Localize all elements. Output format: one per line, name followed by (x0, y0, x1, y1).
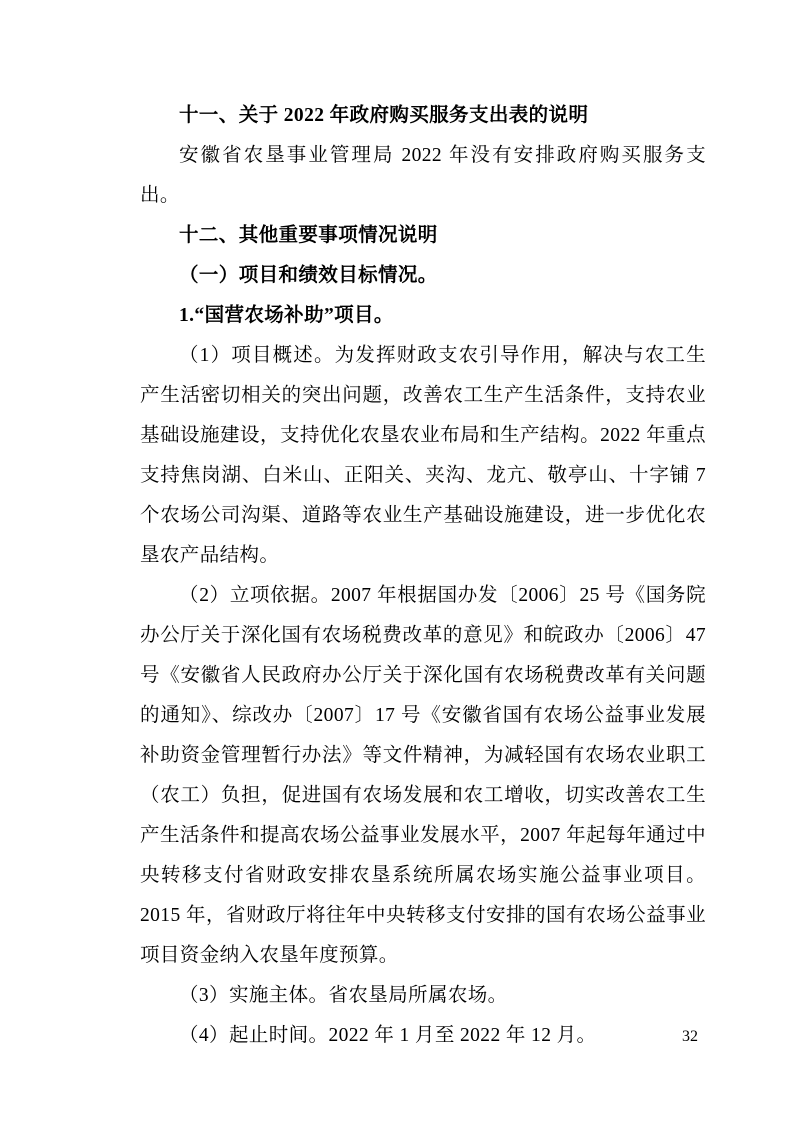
subsection-heading-one: （一）项目和绩效目标情况。 (179, 265, 438, 286)
section-heading-eleven: 十一、关于 2022 年政府购买服务支出表的说明 (179, 105, 589, 126)
paragraph-project-overview: （1）项目概述。为发挥财政支农引导作用，解决与农工生产生活密切相关的突出问题，改善农工生产生活条件，支持农业基础设施建设，支持优化农垦农业布局和生产结构。2022 年重点支持焦岗湖、白米山、正阳关、夹沟、龙亢、敬亭山、十字铺 7 个农场公司沟渠、道路等农业生产基础设施建设，进一步优化农垦农产品结构。 (140, 345, 706, 566)
item-heading-state-farm-subsidy: 1.“国营农场补助”项目。 (179, 305, 394, 326)
paragraph-project-duration: （4）起止时间。2022 年 1 月至 2022 年 12 月。 (179, 1025, 597, 1046)
document-body (140, 96, 706, 1056)
paragraph-no-service-purchase: 安徽省农垦事业管理局 2022 年没有安排政府购买服务支出。 (140, 145, 706, 206)
paragraph-project-basis: （2）立项依据。2007 年根据国办发〔2006〕25 号《国务院办公厅关于深化国有农场税费改革的意见》和皖政办〔2006〕47 号《安徽省人民政府办公厅关于深化国有农场税费改革有关问题的通知》、综改办〔2007〕17 号《安徽省国有农场公益事业发展补助资金管理暂行办法》等文件精神，为减轻国有农场农业职工（农工）负担，促进国有农场发展和农工增收，切实改善农工生产生活条件和提高农场公益事业发展水平，2007 年起每年通过中央转移支付省财政安排农垦系统所属农场实施公益事业项目。2015 年，省财政厅将往年中央转移支付安排的国有农场公益事业项目资金纳入农垦年度预算。 (140, 585, 706, 966)
paragraph-implementing-entity: （3）实施主体。省农垦局所属农场。 (179, 985, 508, 1006)
page-number: 32 (682, 1028, 698, 1045)
section-heading-twelve: 十二、其他重要事项情况说明 (179, 225, 438, 246)
